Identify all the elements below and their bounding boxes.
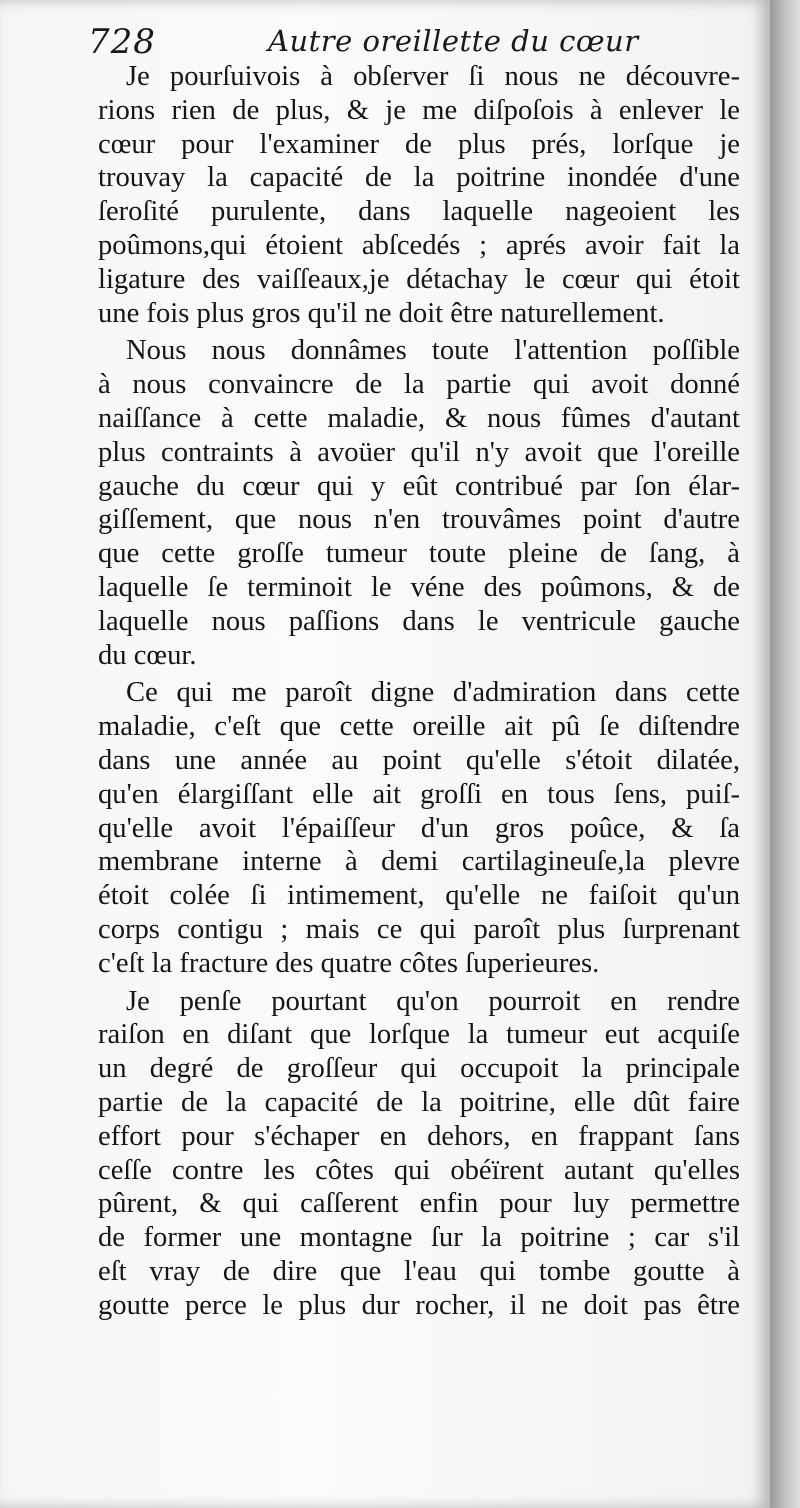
text-line: plus contraints à avoüer qu'il n'y avoit que l'oreille: [98, 436, 740, 468]
text-body: [98, 60, 740, 1326]
text-line: de former une montagne ſur la poitrine ; car s'il: [98, 1222, 740, 1254]
page-shadow-edge: [770, 0, 800, 1508]
text-line: cœur pour l'examiner de plus prés, lorſque je: [98, 128, 740, 160]
text-line: corps contigu ; mais ce qui paroît plus ſurprenant: [98, 913, 740, 945]
text-line: Nous nous donnâmes toute l'attention poſſible: [126, 335, 740, 367]
text-line: ligature des vaiſſeaux,je détachay le cœur qui étoit: [98, 263, 740, 295]
text-line: du cœur.: [98, 639, 197, 671]
text-line: qu'elle avoit l'épaiſſeur d'un gros poûce, & ſa: [98, 812, 740, 844]
paragraph-2: [98, 334, 740, 672]
text-line: Je penſe pourtant qu'on pourroit en rendre: [126, 985, 740, 1017]
text-line: maladie, c'eſt que cette oreille ait pû ſe diſtendre: [98, 711, 740, 743]
text-line: trouvay la capacité de la poitrine inondée d'une: [98, 162, 740, 194]
text-line: giſſement, que nous n'en trouvâmes point d'autre: [98, 504, 740, 536]
text-line: laquelle ſe terminoit le véne des poûmons, & de: [98, 571, 740, 603]
text-line: poûmons,qui étoient abſcedés ; aprés avoir fait la: [98, 229, 740, 261]
text-line: membrane interne à demi cartilagineuſe,la plevre: [98, 846, 740, 878]
text-line: rions rien de plus, & je me diſpoſois à enlever le: [98, 94, 740, 126]
text-line: eſt vray de dire que l'eau qui tombe goutte à: [98, 1255, 740, 1287]
text-line: ſeroſité purulente, dans laquelle nageoient les: [98, 196, 740, 228]
text-line: naiſſance à cette maladie, & nous fûmes d'autant: [98, 402, 740, 434]
text-line: une fois plus gros qu'il ne doit être naturellement.: [98, 297, 665, 329]
text-line: goutte perce le plus dur rocher, il ne doit pas être: [98, 1289, 740, 1321]
text-line: dans une année au point qu'elle s'étoit dilatée,: [98, 744, 740, 776]
paragraph-3: [98, 676, 740, 980]
page-header: [88, 18, 748, 62]
text-line: effort pour s'échaper en dehors, en frappant ſans: [98, 1120, 740, 1152]
text-line: gauche du cœur qui y eût contribué par ſon élar-: [98, 470, 740, 502]
text-line: ceſſe contre les côtes qui obéïrent autant qu'elles: [98, 1154, 740, 1186]
text-line: c'eſt la fracture des quatre côtes ſuperieures.: [98, 947, 600, 979]
text-line: à nous convaincre de la partie qui avoit donné: [98, 369, 740, 401]
text-line: que cette groſſe tumeur toute pleine de ſang, à: [98, 538, 740, 570]
text-line: un degré de groſſeur qui occupoit la principale: [98, 1053, 740, 1085]
text-line: partie de la capacité de la poitrine, elle dût faire: [98, 1086, 740, 1118]
text-line: étoit colée ſi intimement, qu'elle ne faiſoit qu'un: [98, 880, 740, 912]
text-line: Je pourſuivois à obſerver ſi nous ne découvre-: [126, 61, 740, 92]
text-line: raiſon en diſant que lorſque la tumeur eut acquiſe: [98, 1019, 740, 1051]
text-line: qu'en élargiſſant elle ait groſſi en tous ſens, puiſ-: [98, 778, 740, 810]
page-number: 728: [88, 22, 156, 62]
text-line: Ce qui me paroît digne d'admiration dans cette: [126, 677, 740, 709]
text-line: laquelle nous paſſions dans le ventricule gauche: [98, 605, 740, 637]
text-line: pûrent, & qui caſſerent enfin pour luy permettre: [98, 1188, 740, 1220]
paragraph-4: [98, 985, 740, 1323]
running-head: Autre oreillette du cœur: [268, 24, 639, 58]
paragraph-1: [98, 60, 740, 330]
